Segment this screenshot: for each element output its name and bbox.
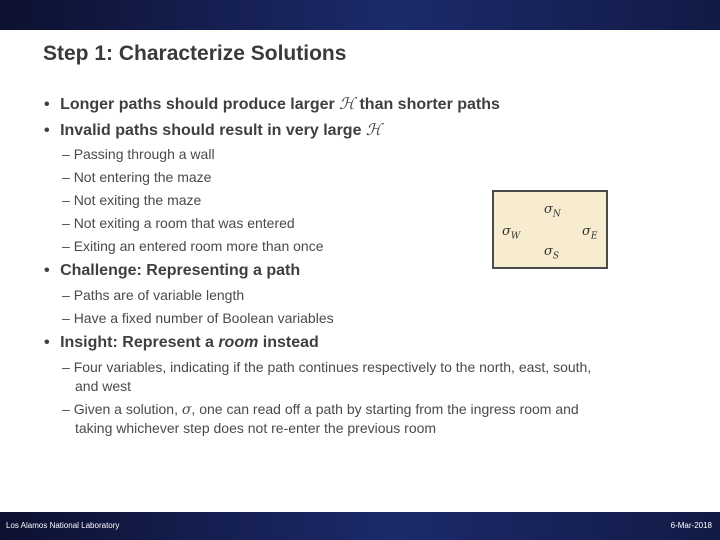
bullet-text: than shorter paths (355, 96, 500, 113)
sigma-west: $\sigma_W$ (502, 224, 521, 242)
bullet-marker: • (44, 334, 50, 351)
bullet-challenge (44, 262, 300, 280)
sub-bullet: – Not exiting a room that was entered (62, 215, 295, 231)
sub-bullet-text: , one can read off a path by starting from the ingress room and (191, 401, 579, 417)
bullet-invalid-paths (44, 120, 382, 140)
bullet-text: instead (258, 334, 319, 351)
sub-bullet: – Passing through a wall (62, 146, 215, 162)
bullet-text: Insight: Represent a (60, 334, 219, 351)
sub-bullet: – Exiting an entered room more than once (62, 238, 324, 254)
bullet-insight (44, 334, 319, 352)
bullet-marker: • (44, 122, 50, 139)
sigma-east: $\sigma_E$ (582, 224, 598, 242)
bullet-text: Longer paths should produce larger (60, 96, 340, 113)
sigma-south: $\sigma_S$ (544, 244, 560, 262)
footer-organization: Los Alamos National Laboratory (6, 521, 120, 530)
sub-bullet: – Not entering the maze (62, 169, 212, 185)
sub-bullet: – Given a solution, σ, one can read off a path by starting from the ingress room and (62, 401, 579, 418)
sub-bullet-text: Not entering the maze (73, 169, 212, 185)
sub-bullet-text: Exiting an entered room more than once (73, 238, 324, 254)
footer-banner (0, 512, 720, 540)
footer-date: 6-Mar-2018 (670, 521, 712, 530)
sub-bullet-text: Have a fixed number of Boolean variables (73, 310, 334, 326)
bullet-longer-paths (44, 94, 500, 114)
sub-bullet-text: Four variables, indicating if the path continues respectively to the north, east, south, (73, 359, 592, 375)
sub-bullet-text: Not exiting the maze (73, 192, 202, 208)
sub-bullet: – Not exiting the maze (62, 192, 202, 208)
sub-bullet-text: Given a solution, (73, 401, 182, 417)
sub-bullet-continuation: and west (75, 378, 132, 394)
hamiltonian-symbol: ℋ (339, 94, 356, 113)
sigma-north: $\sigma_N$ (544, 202, 561, 220)
sub-bullet: – Have a fixed number of Boolean variables (62, 310, 334, 326)
sigma-symbol: σ (181, 402, 192, 418)
slide-title: Step 1: Characterize Solutions (43, 42, 347, 65)
sub-bullet-text: Passing through a wall (73, 146, 215, 162)
hamiltonian-symbol: ℋ (365, 120, 382, 139)
room-variables-diagram (492, 190, 608, 269)
bullet-text: Invalid paths should result in very large (60, 122, 366, 139)
sub-bullet: – Four variables, indicating if the path continues respectively to the north, east, south, (62, 359, 592, 375)
bullet-marker: • (44, 262, 50, 279)
sub-bullet-continuation: taking whichever step does not re-enter the previous room (75, 420, 437, 436)
sub-bullet-text: Paths are of variable length (73, 287, 245, 303)
bullet-text: Challenge: Representing a path (60, 262, 301, 279)
emphasis-room: room (218, 334, 259, 351)
sub-bullet-text: Not exiting a room that was entered (73, 215, 295, 231)
top-banner (0, 0, 720, 30)
sub-bullet: – Paths are of variable length (62, 287, 245, 303)
bullet-marker: • (44, 96, 50, 113)
